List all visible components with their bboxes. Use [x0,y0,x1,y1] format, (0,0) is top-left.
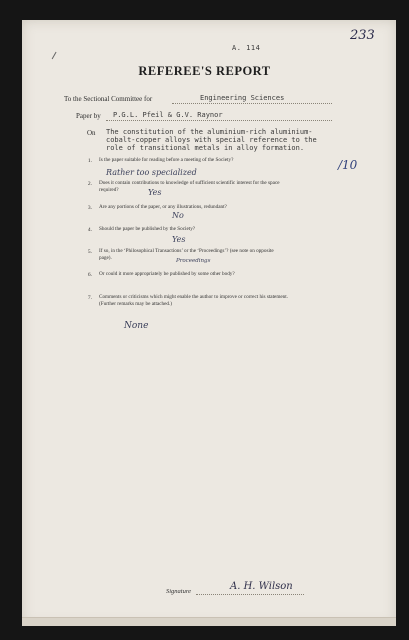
question-text: Is the paper suitable for reading before a meeting of the Society? [99,157,234,163]
question-number: 7. [87,295,92,301]
question-number: 1. [87,158,92,164]
answer-handwritten: Yes [172,235,186,244]
question-number: 6. [87,272,92,278]
signature-label: Signature [166,588,192,595]
answer-handwritten: No [172,211,184,220]
answer-handwritten: Rather too specialized [106,168,197,177]
on-value-line: The constitution of the aluminium-rich aluminium- [106,128,313,136]
answer-handwritten: None [124,321,149,331]
page-title: REFEREE'S REPORT [138,64,271,78]
on-value-line: role of transitional metals in alloy formation. [106,144,305,152]
question-text-line: Does it contain contributions to knowledge of sufficient scientific interest for the space [99,180,280,186]
question-number: 4. [87,227,92,233]
question-text: Should the paper be published by the Society? [99,226,196,232]
page-edge [22,617,396,626]
question-text [99,294,374,308]
question-text [99,180,374,194]
answer-handwritten: Yes [148,188,162,197]
on-label: On [87,129,96,137]
question-text-line: If so, in the ‘Philosophical Transactions’ or the ‘Proceedings’? (see note on opposite [99,248,274,254]
question-text-line: Comments or criticisms which might enable the author to improve or correct his statement. [99,294,289,300]
signature-line [196,594,304,595]
paper-by-value: P.G.L. Pfeil & G.V. Raynor [113,111,223,119]
page-number: 233 [350,28,375,43]
question-text [99,248,374,262]
on-value-line: cobalt-copper alloys with special reference to the [106,136,317,144]
question-number: 5. [87,249,92,255]
question-number: 2. [87,181,92,187]
committee-line [172,103,332,104]
question-text-line: page). [99,255,112,261]
paper-by-line [106,120,332,121]
question-text-line: required? [99,187,119,193]
answer-handwritten: Proceedings [176,258,211,264]
question-text-line: (Further remarks may be attached.) [99,301,173,307]
committee-value: Engineering Sciences [200,94,285,102]
question-text: Or could it more appropriately be published by some other body? [99,271,235,277]
signature: A. H. Wilson [230,581,293,592]
on-value [106,128,317,152]
reference-number: A. 114 [232,44,261,52]
committee-label: To the Sectional Committee for [64,95,153,103]
paper-by-label: Paper by [76,112,101,120]
margin-annotation: /10 [338,158,358,172]
question-text: Are any portions of the paper, or any illustrations, redundant? [99,204,227,210]
question-number: 3. [87,205,92,211]
